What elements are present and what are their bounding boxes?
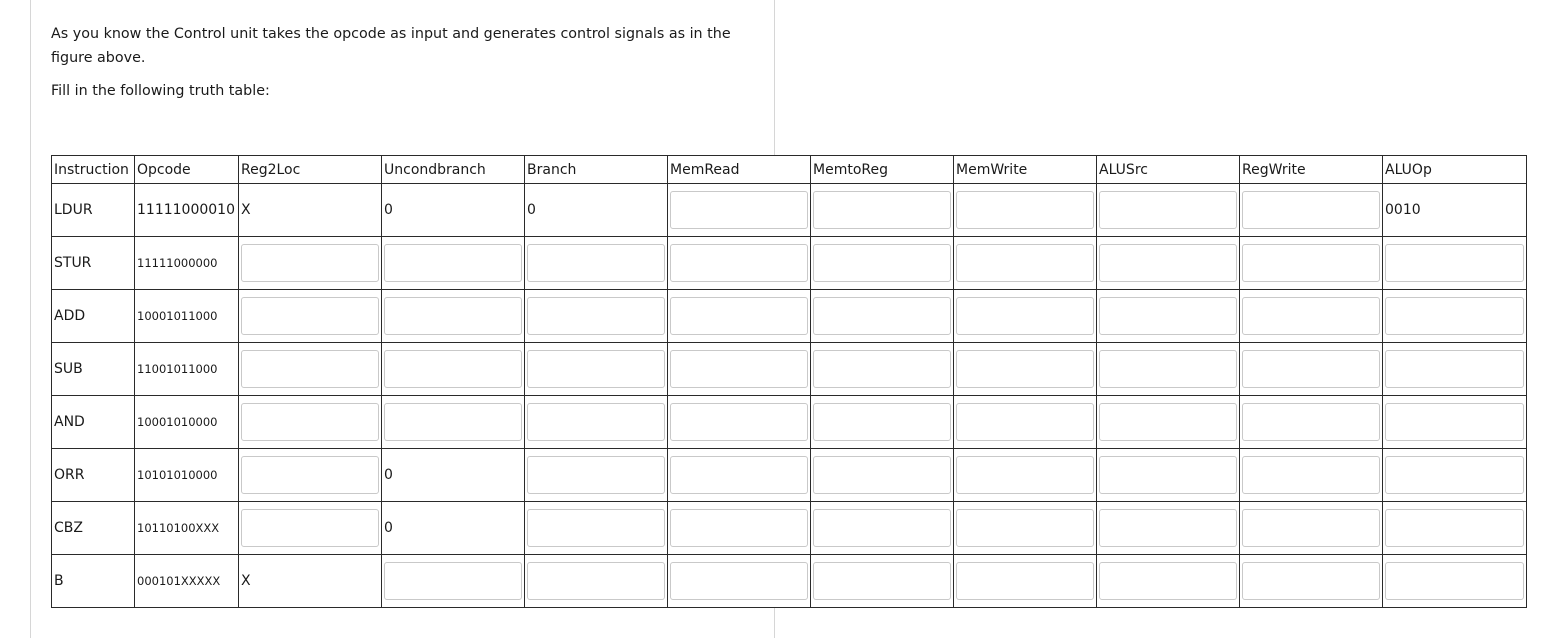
regwrite-input[interactable] <box>1242 509 1380 547</box>
regwrite-cell <box>1240 449 1383 502</box>
column-header-memwrite: MemWrite <box>954 156 1097 184</box>
regwrite-cell <box>1240 184 1383 237</box>
memtoreg-input[interactable] <box>813 297 951 335</box>
memtoreg-input[interactable] <box>813 403 951 441</box>
aluop-cell <box>1383 449 1527 502</box>
question-intro: As you know the Control unit takes the opcode as input and generates control signals as in the figure above. <box>51 26 731 66</box>
alusrc-cell <box>1097 237 1240 290</box>
instruction-cell: ADD <box>52 290 135 343</box>
aluop-input[interactable] <box>1385 244 1524 282</box>
memwrite-cell <box>954 290 1097 343</box>
uncondbranch-value: 0 <box>382 502 525 555</box>
memtoreg-input[interactable] <box>813 456 951 494</box>
table-row <box>52 343 1527 396</box>
branch-input[interactable] <box>527 403 665 441</box>
memread-cell <box>668 184 811 237</box>
uncondbranch-cell <box>382 290 525 343</box>
table-header-row <box>52 156 1527 184</box>
regwrite-input[interactable] <box>1242 297 1380 335</box>
memread-input[interactable] <box>670 244 808 282</box>
table-row <box>52 237 1527 290</box>
memwrite-input[interactable] <box>956 297 1094 335</box>
reg2loc-input[interactable] <box>241 350 379 388</box>
reg2loc-input[interactable] <box>241 403 379 441</box>
alusrc-cell <box>1097 290 1240 343</box>
regwrite-input[interactable] <box>1242 244 1380 282</box>
branch-cell <box>525 555 668 608</box>
instruction-cell: B <box>52 555 135 608</box>
branch-input[interactable] <box>527 562 665 600</box>
memtoreg-cell <box>811 502 954 555</box>
branch-input[interactable] <box>527 297 665 335</box>
aluop-cell <box>1383 555 1527 608</box>
memwrite-cell <box>954 184 1097 237</box>
branch-cell <box>525 343 668 396</box>
memwrite-cell <box>954 502 1097 555</box>
opcode-cell: 11001011000 <box>135 343 239 396</box>
memread-cell <box>668 396 811 449</box>
branch-cell <box>525 396 668 449</box>
content-left-border <box>30 0 31 638</box>
regwrite-cell <box>1240 396 1383 449</box>
alusrc-cell <box>1097 184 1240 237</box>
aluop-input[interactable] <box>1385 350 1524 388</box>
aluop-cell <box>1383 237 1527 290</box>
uncondbranch-cell <box>382 555 525 608</box>
column-header-regwrite: RegWrite <box>1240 156 1383 184</box>
branch-cell <box>525 290 668 343</box>
alusrc-cell <box>1097 555 1240 608</box>
alusrc-input[interactable] <box>1099 191 1237 229</box>
memread-input[interactable] <box>670 562 808 600</box>
column-header-reg2loc: Reg2Loc <box>239 156 382 184</box>
memwrite-input[interactable] <box>956 350 1094 388</box>
regwrite-cell <box>1240 290 1383 343</box>
uncondbranch-input[interactable] <box>384 562 522 600</box>
memtoreg-input[interactable] <box>813 350 951 388</box>
aluop-cell <box>1383 343 1527 396</box>
column-header-branch: Branch <box>525 156 668 184</box>
regwrite-cell <box>1240 343 1383 396</box>
reg2loc-cell <box>239 502 382 555</box>
uncondbranch-value: 0 <box>382 184 525 237</box>
regwrite-input[interactable] <box>1242 562 1380 600</box>
memwrite-input[interactable] <box>956 509 1094 547</box>
instruction-cell: LDUR <box>52 184 135 237</box>
opcode-cell: 10110100XXX <box>135 502 239 555</box>
uncondbranch-input[interactable] <box>384 350 522 388</box>
alusrc-input[interactable] <box>1099 509 1237 547</box>
alusrc-cell <box>1097 502 1240 555</box>
memtoreg-input[interactable] <box>813 191 951 229</box>
table-row <box>52 555 1527 608</box>
opcode-cell: 000101XXXXX <box>135 555 239 608</box>
memtoreg-cell <box>811 396 954 449</box>
memread-cell <box>668 555 811 608</box>
regwrite-cell <box>1240 237 1383 290</box>
aluop-cell <box>1383 290 1527 343</box>
regwrite-cell <box>1240 502 1383 555</box>
aluop-input[interactable] <box>1385 562 1524 600</box>
opcode-cell: 10001010000 <box>135 396 239 449</box>
branch-input[interactable] <box>527 456 665 494</box>
alusrc-cell <box>1097 449 1240 502</box>
memtoreg-cell <box>811 555 954 608</box>
column-header-memtoreg: MemtoReg <box>811 156 954 184</box>
reg2loc-cell <box>239 396 382 449</box>
alusrc-input[interactable] <box>1099 350 1237 388</box>
aluop-cell <box>1383 396 1527 449</box>
branch-cell <box>525 502 668 555</box>
memread-input[interactable] <box>670 509 808 547</box>
branch-cell <box>525 449 668 502</box>
uncondbranch-input[interactable] <box>384 244 522 282</box>
branch-input[interactable] <box>527 509 665 547</box>
memtoreg-cell <box>811 290 954 343</box>
aluop-input[interactable] <box>1385 403 1524 441</box>
aluop-cell <box>1383 502 1527 555</box>
memread-cell <box>668 449 811 502</box>
column-header-opcode: Opcode <box>135 156 239 184</box>
reg2loc-value: X <box>239 184 382 237</box>
reg2loc-cell <box>239 343 382 396</box>
regwrite-input[interactable] <box>1242 403 1380 441</box>
memread-cell <box>668 290 811 343</box>
reg2loc-input[interactable] <box>241 456 379 494</box>
reg2loc-cell <box>239 237 382 290</box>
memtoreg-input[interactable] <box>813 562 951 600</box>
column-header-uncondbranch: Uncondbranch <box>382 156 525 184</box>
column-header-instruction: Instruction <box>52 156 135 184</box>
regwrite-input[interactable] <box>1242 191 1380 229</box>
branch-input[interactable] <box>527 350 665 388</box>
reg2loc-input[interactable] <box>241 509 379 547</box>
alusrc-input[interactable] <box>1099 244 1237 282</box>
memwrite-input[interactable] <box>956 403 1094 441</box>
column-header-alusrc: ALUSrc <box>1097 156 1240 184</box>
table-row <box>52 184 1527 237</box>
reg2loc-input[interactable] <box>241 297 379 335</box>
reg2loc-value: X <box>239 555 382 608</box>
memtoreg-input[interactable] <box>813 244 951 282</box>
instruction-cell: AND <box>52 396 135 449</box>
opcode-cell: 10101010000 <box>135 449 239 502</box>
aluop-value: 0010 <box>1383 184 1527 237</box>
aluop-input[interactable] <box>1385 456 1524 494</box>
memwrite-input[interactable] <box>956 456 1094 494</box>
instruction-cell: CBZ <box>52 502 135 555</box>
memtoreg-cell <box>811 343 954 396</box>
branch-cell <box>525 237 668 290</box>
aluop-input[interactable] <box>1385 509 1524 547</box>
memwrite-input[interactable] <box>956 191 1094 229</box>
column-header-aluop: ALUOp <box>1383 156 1527 184</box>
opcode-cell: 11111000010 <box>135 184 239 237</box>
question-text <box>51 22 771 103</box>
memtoreg-cell <box>811 449 954 502</box>
uncondbranch-input[interactable] <box>384 403 522 441</box>
reg2loc-input[interactable] <box>241 244 379 282</box>
memwrite-cell <box>954 449 1097 502</box>
aluop-input[interactable] <box>1385 297 1524 335</box>
memwrite-cell <box>954 237 1097 290</box>
alusrc-cell <box>1097 396 1240 449</box>
instruction-cell: SUB <box>52 343 135 396</box>
table-row <box>52 290 1527 343</box>
memtoreg-input[interactable] <box>813 509 951 547</box>
opcode-cell: 10001011000 <box>135 290 239 343</box>
uncondbranch-cell <box>382 396 525 449</box>
alusrc-input[interactable] <box>1099 403 1237 441</box>
memread-input[interactable] <box>670 403 808 441</box>
reg2loc-cell <box>239 290 382 343</box>
memwrite-cell <box>954 396 1097 449</box>
uncondbranch-value: 0 <box>382 449 525 502</box>
memread-input[interactable] <box>670 350 808 388</box>
alusrc-cell <box>1097 343 1240 396</box>
regwrite-cell <box>1240 555 1383 608</box>
memread-input[interactable] <box>670 191 808 229</box>
alusrc-input[interactable] <box>1099 456 1237 494</box>
uncondbranch-input[interactable] <box>384 297 522 335</box>
memwrite-cell <box>954 343 1097 396</box>
memread-cell <box>668 343 811 396</box>
memread-input[interactable] <box>670 456 808 494</box>
table-row <box>52 502 1527 555</box>
instruction-cell: STUR <box>52 237 135 290</box>
question-instruction: Fill in the following truth table: <box>51 83 270 99</box>
memwrite-input[interactable] <box>956 244 1094 282</box>
table-row <box>52 449 1527 502</box>
regwrite-input[interactable] <box>1242 456 1380 494</box>
regwrite-input[interactable] <box>1242 350 1380 388</box>
branch-value: 0 <box>525 184 668 237</box>
memread-input[interactable] <box>670 297 808 335</box>
memread-cell <box>668 237 811 290</box>
table-row <box>52 396 1527 449</box>
memwrite-input[interactable] <box>956 562 1094 600</box>
branch-input[interactable] <box>527 244 665 282</box>
reg2loc-cell <box>239 449 382 502</box>
uncondbranch-cell <box>382 237 525 290</box>
alusrc-input[interactable] <box>1099 562 1237 600</box>
memtoreg-cell <box>811 184 954 237</box>
alusrc-input[interactable] <box>1099 297 1237 335</box>
uncondbranch-cell <box>382 343 525 396</box>
instruction-cell: ORR <box>52 449 135 502</box>
memread-cell <box>668 502 811 555</box>
memwrite-cell <box>954 555 1097 608</box>
opcode-cell: 11111000000 <box>135 237 239 290</box>
memtoreg-cell <box>811 237 954 290</box>
column-header-memread: MemRead <box>668 156 811 184</box>
truth-table <box>51 155 1527 608</box>
